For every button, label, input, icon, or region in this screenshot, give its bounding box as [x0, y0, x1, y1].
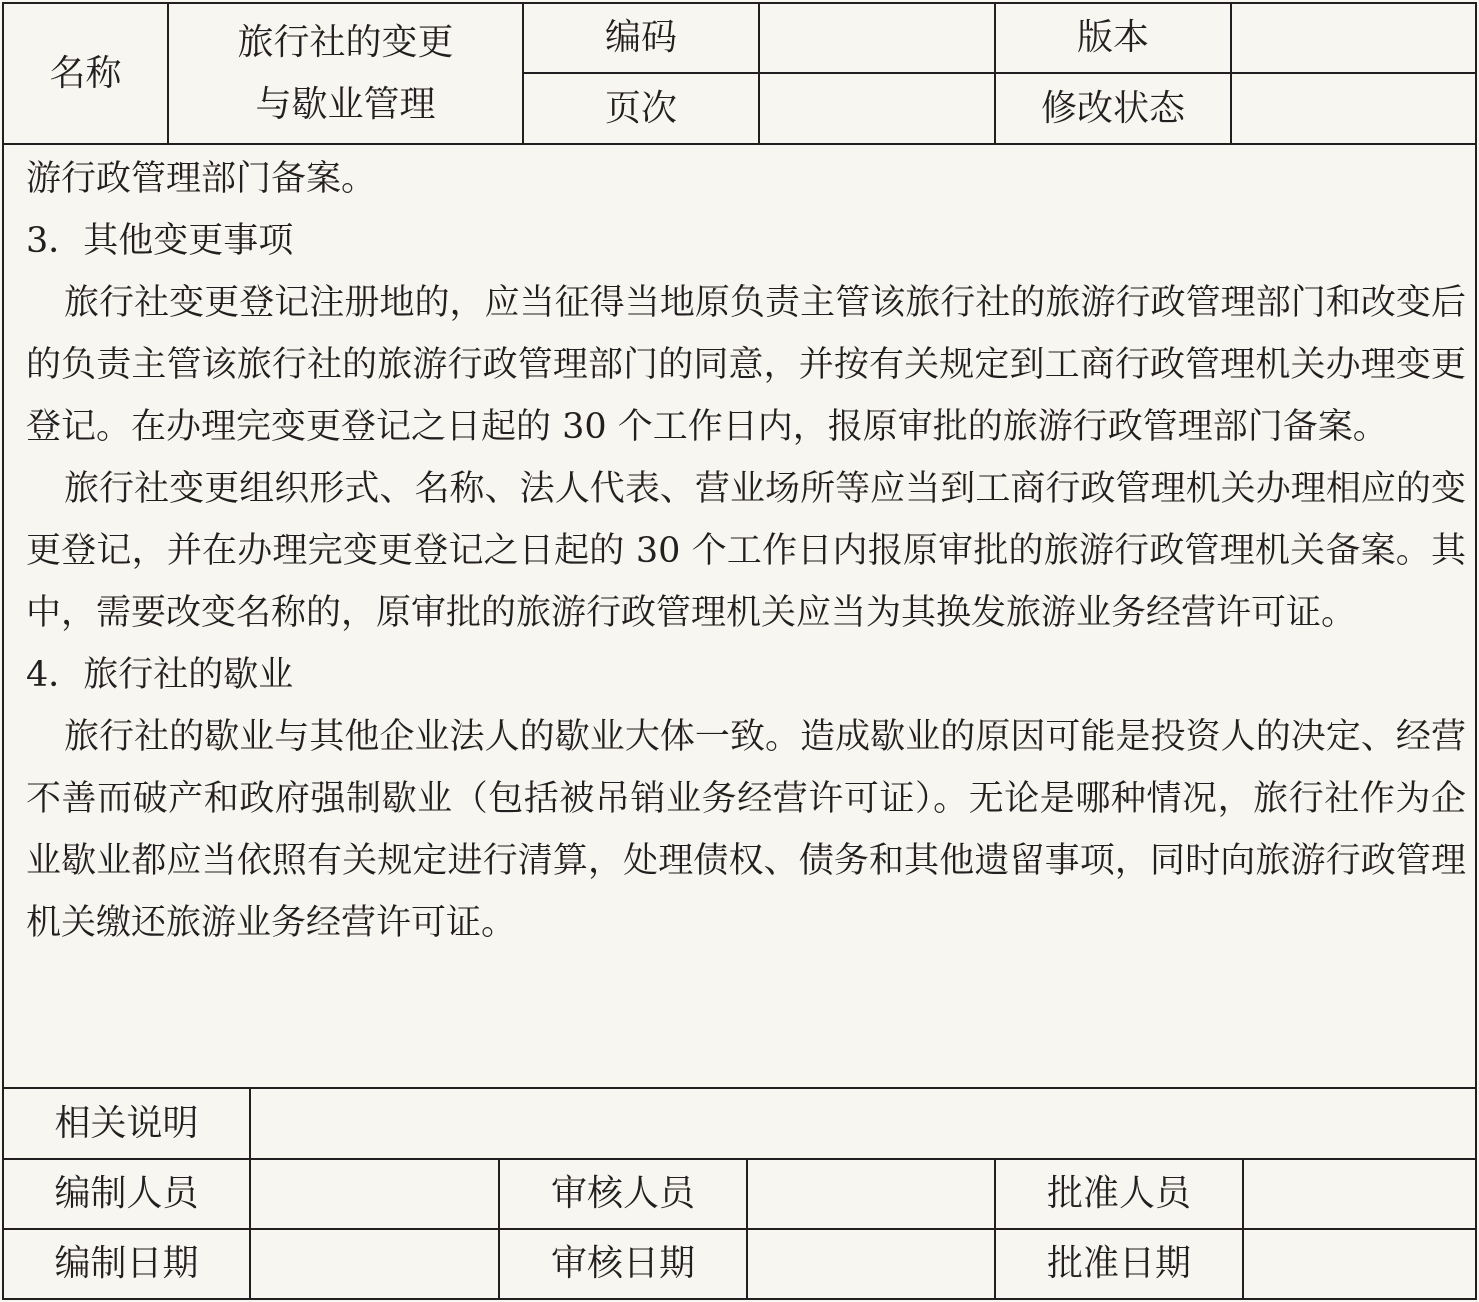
name-label: 名称 [49, 52, 122, 94]
paragraph: 旅行社的歇业与其他企业法人的歇业大体一致。造成歇业的原因可能是投资人的决定、经营不善而破产和政府强制歇业（包括被吊销业务经营许可证）。无论是哪种情况，旅行社作为企业歇业都应当依照有关规定进行清算，处理债权、债务和其他遗留事项，同时向旅游行政管理机关缴还旅游业务经营许可证。 [26, 717, 1466, 943]
reviewer-value [748, 1160, 994, 1228]
compile-date-label: 编制日期 [54, 1243, 199, 1284]
approver-label: 批准人员 [1046, 1173, 1191, 1214]
approver-value [1244, 1160, 1475, 1228]
revision-label: 修改状态 [1040, 87, 1185, 129]
approve-date-value [1244, 1230, 1475, 1298]
page-label: 页次 [604, 87, 677, 129]
paragraph: 旅行社变更登记注册地的，应当征得当地原负责主管该旅行社的旅游行政管理部门和改变后的负责主管该旅行社的旅游行政管理部门的同意，并按有关规定到工商行政管理机关办理变更登记。在办理完变更登记之日起的 30 个工作日内，报原审批的旅游行政管理部门备案。 [26, 283, 1466, 447]
document-body [26, 148, 1466, 954]
compiler-label: 编制人员 [54, 1173, 199, 1214]
document-form [2, 2, 1477, 1300]
code-label: 编码 [604, 17, 677, 58]
review-date-label: 审核日期 [550, 1243, 695, 1284]
version-value [1232, 4, 1475, 72]
compiler-value [251, 1160, 498, 1228]
name-value [169, 4, 522, 143]
reviewer-label: 审核人员 [550, 1173, 695, 1214]
section-heading: 3．其他变更事项 [26, 221, 294, 261]
approve-date-label: 批准日期 [1046, 1243, 1191, 1284]
name-value-line2: 与歇业管理 [255, 83, 436, 125]
page-value [760, 74, 994, 143]
review-date-value [748, 1230, 994, 1298]
paragraph: 游行政管理部门备案。 [26, 159, 377, 199]
header-bottom-rule [4, 143, 1475, 145]
section-heading: 4．旅行社的歇业 [26, 655, 294, 695]
notes-value [251, 1089, 1475, 1158]
compile-date-value [251, 1230, 498, 1298]
revision-value [1232, 74, 1475, 143]
name-value-line1: 旅行社的变更 [237, 21, 454, 63]
code-value [760, 4, 994, 72]
notes-label: 相关说明 [54, 1102, 199, 1144]
version-label: 版本 [1076, 17, 1149, 58]
paragraph: 旅行社变更组织形式、名称、法人代表、营业场所等应当到工商行政管理机关办理相应的变更登记，并在办理完变更登记之日起的 30 个工作日内报原审批的旅游行政管理机关备案。其中，需要改变名称的，原审批的旅游行政管理机关应当为其换发旅游业务经营许可证。 [26, 469, 1466, 633]
